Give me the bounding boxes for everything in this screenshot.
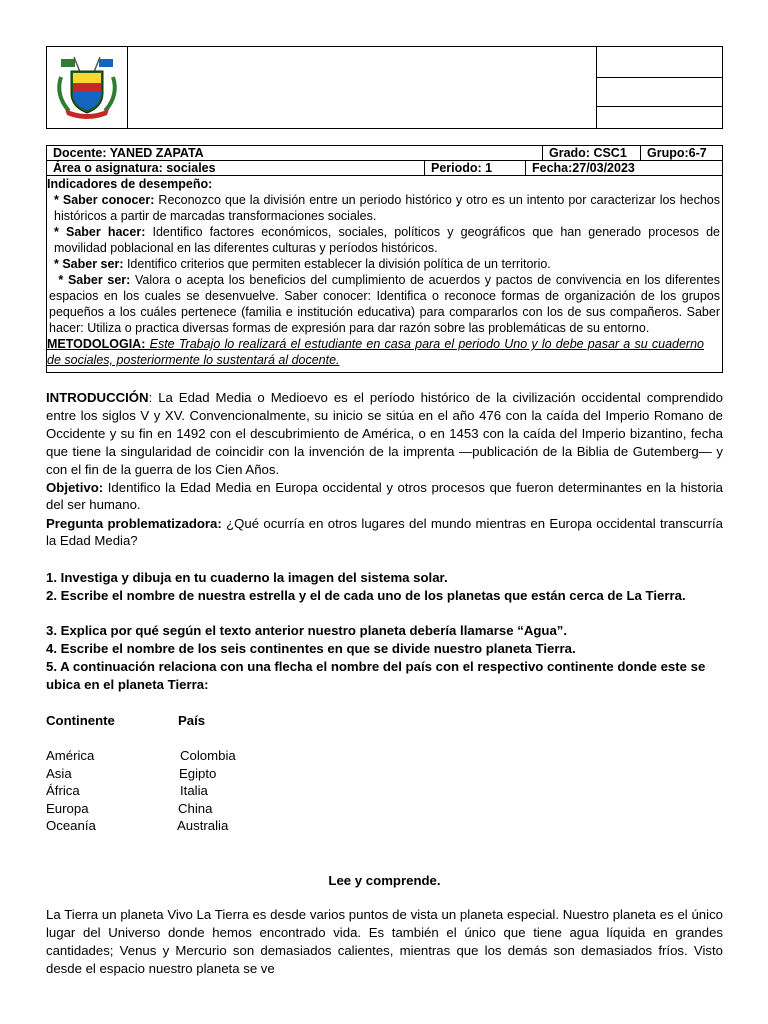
pais-item: China — [178, 801, 213, 816]
pregunta-paragraph — [46, 515, 723, 549]
intro-paragraph — [46, 389, 723, 479]
indicador-label: * Saber ser: — [54, 257, 124, 271]
indicador-saber-ser-2 — [47, 272, 722, 336]
metodologia-text: Este Trabajo lo realizará el estudiante en casa para el periodo Uno y lo debe pasar a su cuaderno de sociales, posteriormente lo sustentará al docente. — [47, 337, 704, 367]
school-crest-logo — [47, 47, 127, 128]
task-2: 2. Escribe el nombre de nuestra estrella y el de cada uno de los planetas que están cerca de La Tierra. — [46, 588, 686, 603]
grupo: Grupo:6-7 — [640, 146, 722, 160]
task-1: 1. Investiga y dibuja en tu cuaderno la imagen del sistema solar. — [46, 570, 448, 585]
lee-title: Lee y comprende. — [328, 873, 441, 888]
pais-header: País — [178, 713, 206, 728]
metodologia — [47, 336, 722, 368]
task-3: 3. Explica por qué según el texto anterior nuestro planeta debería llamarse “Agua”. — [46, 623, 568, 638]
indicador-text: Valora o acepta los beneficios del cumplimiento de acuerdos y pactos de convivencia en los diferentes espacios en los cuales se desenvuelve. Saber conocer: Identifica o reconoce formas de organización de los grupos pequeños a los cuáles pertenece (familia e institución educativa) para compararlos con los de sus compañeros. Saber hacer: Utiliza o practica diversas formas de expresión para dar razón sobre las problemáticas de su entorno. — [49, 273, 721, 335]
pais-item: Colombia — [180, 748, 236, 763]
metodologia-label: METODOLOGIA: — [47, 337, 146, 351]
info-row-area — [47, 161, 722, 176]
indicador-saber-hacer — [47, 224, 722, 256]
continente-item: Europa — [46, 801, 89, 816]
continente-item: Asia — [46, 766, 72, 781]
task-4: 4. Escribe el nombre de los seis continentes en que se divide nuestro planeta Tierra. — [46, 641, 576, 656]
docente: Docente: YANED ZAPATA — [53, 146, 204, 160]
pregunta-label: Pregunta problematizadora: — [46, 516, 222, 531]
fecha: Fecha:27/03/2023 — [525, 161, 722, 175]
header-table — [46, 46, 723, 129]
objetivo-paragraph — [46, 479, 723, 513]
info-row-docente — [47, 146, 722, 161]
objetivo-text: Identifico la Edad Media en Europa occidental y otros procesos que fueron determinantes en la historia del ser humano. — [46, 480, 723, 512]
grado: Grado: CSC1 — [542, 146, 640, 160]
intro-text: : La Edad Media o Medioevo es el período histórico de la civilización occidental comprendido entre los siglos V y XV. Convencionalmente, su inicio se sitúa en el año 476 con la caída del Imperio Romano de Occidente y su fin en 1492 con el descubrimiento de América, o en 1453 con la caída del Imperio bizantino, fecha que tiene la singularidad de coincidir con la invención de la imprenta —publicación de la Biblia de Gutemberg— y con el fin de la guerra de los Cien Años. — [46, 390, 723, 477]
indicador-label: * Saber hacer: — [54, 225, 146, 239]
logo-cell — [47, 47, 128, 128]
indicador-label: * Saber ser: — [58, 273, 131, 287]
objetivo-label: Objetivo: — [46, 480, 104, 495]
indicador-saber-ser-1 — [47, 256, 722, 272]
lee-paragraph: La Tierra un planeta Vivo La Tierra es desde varios puntos de vista un planeta especial. Nuestro planeta es el único lugar del Universo donde hemos encontrado vida. Es también el único que tiene agua líquida en grandes cantidades; Venus y Mercurio son demasiados calientes, mientras que los demás son demasiados fríos. Visto desde el espacio nuestro planeta se ve — [46, 907, 723, 976]
info-table — [46, 145, 723, 373]
continente-item: Oceanía — [46, 818, 96, 833]
task-5: 5. A continuación relaciona con una flecha el nombre del país con el respectivo continente donde este se ubica en el planeta Tierra: — [46, 659, 706, 692]
continente-item: América — [46, 748, 95, 763]
header-title-cell — [127, 47, 597, 128]
indicador-saber-conocer — [47, 192, 722, 224]
header-cell-2 — [597, 78, 722, 107]
continente-item: África — [46, 783, 80, 798]
indicador-text: Reconozco que la división entre un periodo histórico y otro es un intento por caracterizar los hechos históricos a partir de marcadas transformaciones sociales. — [54, 193, 720, 223]
pais-item: Egipto — [179, 766, 217, 781]
periodo: Periodo: 1 — [424, 161, 525, 175]
indicadores-title: Indicadores de desempeño: — [47, 177, 213, 191]
continente-header: Continente — [46, 713, 115, 728]
header-cell-1 — [597, 47, 722, 78]
indicador-text: Identifico factores económicos, sociales, políticos y geográficos que han generado procesos de movilidad poblacional en las diferentes culturas y períodos históricos. — [54, 225, 720, 255]
indicador-label: * Saber conocer: — [54, 193, 155, 207]
area: Área o asignatura: sociales — [53, 161, 216, 175]
indicador-text: Identifico criterios que permiten establecer la división política de un territorio. — [123, 257, 551, 271]
pais-item: Italia — [180, 783, 208, 798]
intro-label: INTRODUCCIÓN — [46, 390, 149, 405]
pregunta-text: ¿Qué ocurría en otros lugares del mundo mientras en Europa occidental transcurría la Edad Media? — [46, 516, 723, 548]
pais-item: Australia — [177, 818, 229, 833]
